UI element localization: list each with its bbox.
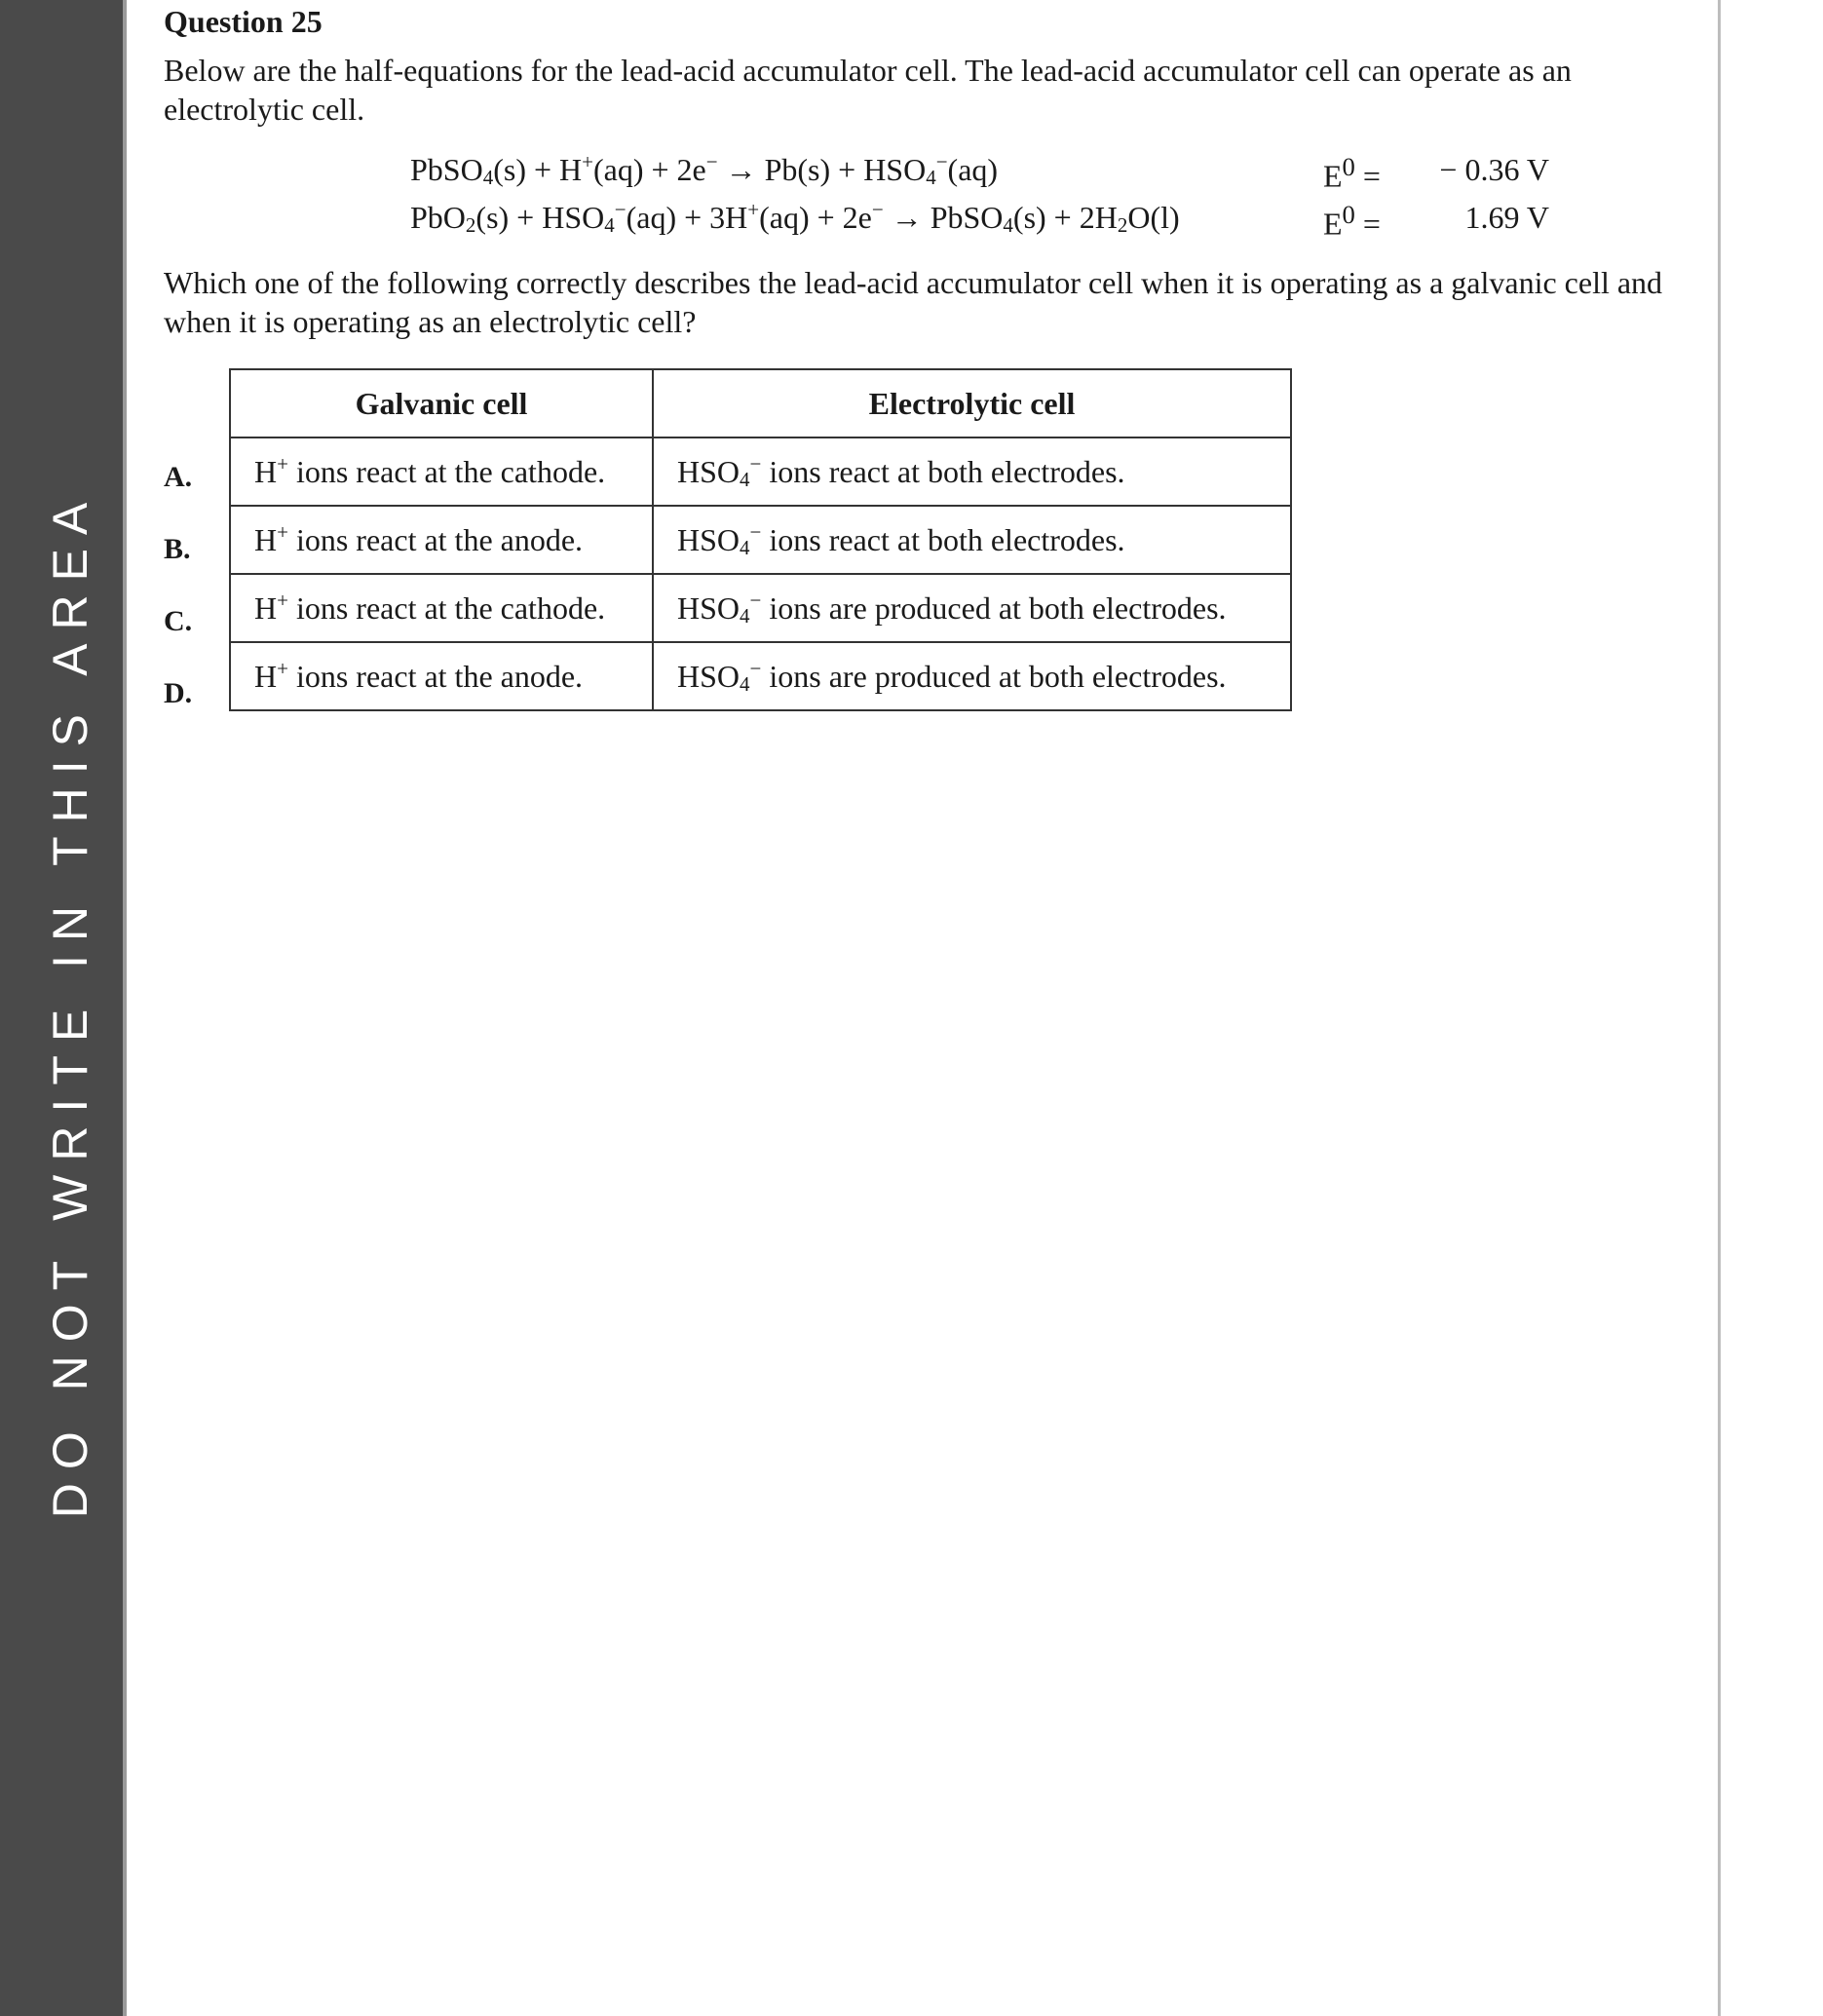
half-equation-2: $PbO_2(s) + HSO_4^-(aq) + 3H^+(aq) + 2e^-$ → PbSO$_4$(s) + $2H_2O(l)$ — [410, 198, 1180, 237]
table-row[interactable] — [230, 506, 1291, 574]
table-row[interactable] — [230, 642, 1291, 710]
option-letter-b[interactable]: B. — [164, 533, 191, 565]
e0-value-2: 1.69 V — [1464, 200, 1549, 235]
question-intro: Below are the half-equations for the lead-acid accumulator cell. The lead-acid accumulator cell can operate as an electrolytic cell. — [164, 53, 1572, 127]
galvanic-cell-a: H+ ions react at the cathode. — [230, 437, 653, 506]
electrolytic-cell-a: $HSO_4^-$ ions react at both electrodes. — [653, 437, 1291, 506]
electrolytic-cell-c: $HSO_4^-$ ions are produced at both electrodes. — [653, 574, 1291, 642]
question-prompt: Which one of the following correctly describes the lead-acid accumulator cell when it is operating as a galvanic cell and when it is operating as an electrolytic cell? — [164, 265, 1663, 339]
question-title: Question 25 — [164, 4, 323, 39]
e0-label-1: $E^0$ = — [1323, 152, 1381, 194]
table-header-row — [230, 369, 1291, 437]
galvanic-cell-d: H+ ions react at the anode. — [230, 642, 653, 710]
table-row[interactable] — [230, 437, 1291, 506]
half-equation-1: PbSO$_4$(s) + $H^+(aq) + 2e^- \to Pb(s) + HSO_4^-(aq)$ — [410, 150, 999, 189]
option-letter-c[interactable]: C. — [164, 605, 193, 637]
electrolytic-cell-b: $HSO_4^-$ ions react at both electrodes. — [653, 506, 1291, 574]
header-electrolytic: Electrolytic cell — [653, 369, 1291, 437]
table-row[interactable] — [230, 574, 1291, 642]
galvanic-cell-b: H+ ions react at the anode. — [230, 506, 653, 574]
do-not-write-notice: DO NOT WRITE IN THIS AREA — [43, 488, 97, 1519]
margin-sidebar — [0, 0, 127, 2016]
e0-value-1: − 0.36 V — [1439, 152, 1549, 187]
e0-label-2: $E^0$ = — [1323, 200, 1381, 242]
answer-table — [229, 368, 1292, 711]
electrolytic-cell-d: $HSO_4^-$ ions are produced at both electrodes. — [653, 642, 1291, 710]
header-galvanic: Galvanic cell — [230, 369, 653, 437]
right-margin-rule — [1718, 0, 1721, 2016]
option-letter-a[interactable]: A. — [164, 461, 193, 493]
galvanic-cell-c: H+ ions react at the cathode. — [230, 574, 653, 642]
option-letter-d[interactable]: D. — [164, 677, 193, 709]
